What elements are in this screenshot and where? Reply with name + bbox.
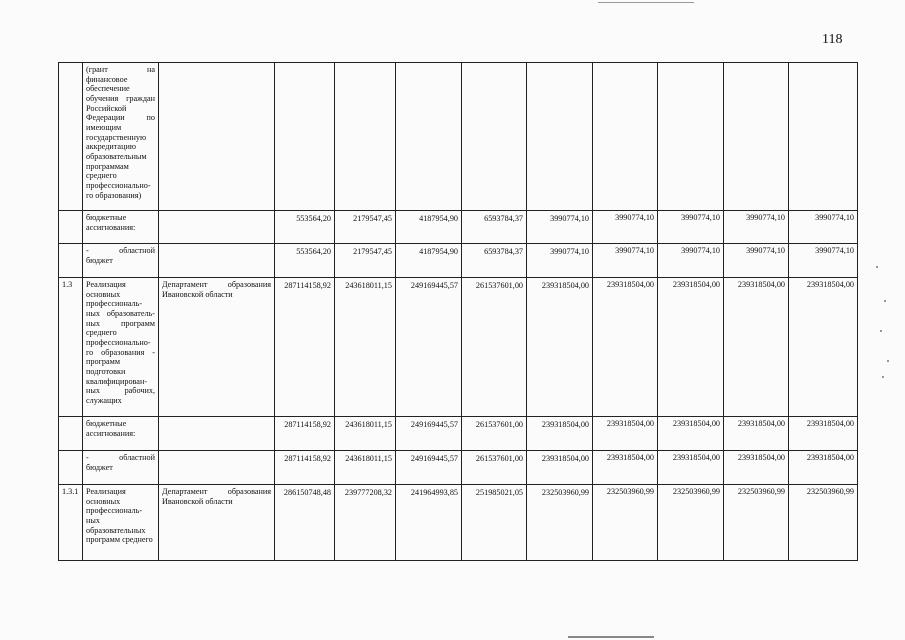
value-cell: 286150748,48 <box>275 485 335 561</box>
value-cell <box>593 63 658 211</box>
table-row <box>59 485 858 561</box>
value-cell: 239777208,32 <box>335 485 396 561</box>
scan-speck <box>884 300 886 302</box>
value-cell: 243618011,15 <box>335 278 396 417</box>
value-cell: 239318504,00 <box>724 417 789 451</box>
value-cell: 2179547,45 <box>335 244 396 278</box>
value-cell: 553564,20 <box>275 244 335 278</box>
value-cell: 249169445,57 <box>396 417 462 451</box>
value-cell <box>724 63 789 211</box>
row-number-cell <box>59 417 83 451</box>
executor-cell <box>159 211 275 244</box>
scan-artifact-bottom <box>568 636 654 638</box>
row-name-cell: Реализация основных профессиональ-ных образователь-ных программ среднего профессионально-го образования - программ подготовки квалифицирован-ных рабочих, служащих <box>83 278 159 417</box>
value-cell: 287114158,92 <box>275 278 335 417</box>
scan-speck <box>876 266 878 268</box>
executor-cell: Департамент образования Ивановской области <box>159 485 275 561</box>
value-cell <box>335 63 396 211</box>
value-cell: 287114158,92 <box>275 451 335 485</box>
value-cell: 239318504,00 <box>658 278 724 417</box>
value-cell <box>658 63 724 211</box>
value-cell: 261537601,00 <box>462 451 527 485</box>
value-cell: 287114158,92 <box>275 417 335 451</box>
value-cell: 249169445,57 <box>396 278 462 417</box>
table-row <box>59 417 858 451</box>
scan-speck <box>887 360 889 362</box>
scan-speck <box>880 330 882 332</box>
row-number-cell <box>59 451 83 485</box>
value-cell: 553564,20 <box>275 211 335 244</box>
value-cell: 241964993,85 <box>396 485 462 561</box>
executor-cell <box>159 417 275 451</box>
table-row <box>59 244 858 278</box>
value-cell: 251985021,05 <box>462 485 527 561</box>
row-number-cell: 1.3 <box>59 278 83 417</box>
value-cell: 261537601,00 <box>462 278 527 417</box>
table-row <box>59 211 858 244</box>
value-cell: 239318504,00 <box>527 451 593 485</box>
value-cell: 4187954,90 <box>396 244 462 278</box>
value-cell: 3990774,10 <box>658 211 724 244</box>
budget-table <box>58 62 858 561</box>
scan-artifact-top <box>598 2 694 3</box>
value-cell: 239318504,00 <box>789 417 858 451</box>
value-cell: 3990774,10 <box>527 211 593 244</box>
value-cell: 239318504,00 <box>789 278 858 417</box>
row-name-cell: (грант на финансовое обеспечение обучения граждан Российской Федерации по имеющим государственную аккредитацию образовательным программам среднего профессионально-го образования) <box>83 63 159 211</box>
value-cell: 239318504,00 <box>527 278 593 417</box>
value-cell: 239318504,00 <box>593 417 658 451</box>
row-name-cell: Реализация основных профессиональ-ных образовательных программ среднего <box>83 485 159 561</box>
table-row <box>59 451 858 485</box>
row-number-cell <box>59 244 83 278</box>
value-cell: 232503960,99 <box>789 485 858 561</box>
value-cell: 239318504,00 <box>593 278 658 417</box>
value-cell: 3990774,10 <box>789 211 858 244</box>
table-row <box>59 278 858 417</box>
value-cell: 239318504,00 <box>724 278 789 417</box>
value-cell: 249169445,57 <box>396 451 462 485</box>
value-cell <box>275 63 335 211</box>
row-name-cell: бюджетные ассигнования: <box>83 417 159 451</box>
value-cell: 3990774,10 <box>724 244 789 278</box>
value-cell: 2179547,45 <box>335 211 396 244</box>
executor-cell <box>159 244 275 278</box>
executor-cell: Департамент образования Ивановской области <box>159 278 275 417</box>
value-cell <box>789 63 858 211</box>
row-name-cell: бюджетные ассигнования: <box>83 211 159 244</box>
value-cell: 232503960,99 <box>527 485 593 561</box>
value-cell: 261537601,00 <box>462 417 527 451</box>
value-cell: 232503960,99 <box>658 485 724 561</box>
value-cell: 239318504,00 <box>527 417 593 451</box>
value-cell: 232503960,99 <box>724 485 789 561</box>
row-name-cell: - областной бюджет <box>83 451 159 485</box>
value-cell: 3990774,10 <box>658 244 724 278</box>
value-cell: 239318504,00 <box>658 451 724 485</box>
table-row <box>59 63 858 211</box>
value-cell: 3990774,10 <box>593 244 658 278</box>
executor-cell <box>159 451 275 485</box>
value-cell: 243618011,15 <box>335 417 396 451</box>
scan-speck <box>882 376 884 378</box>
value-cell: 232503960,99 <box>593 485 658 561</box>
value-cell: 239318504,00 <box>593 451 658 485</box>
value-cell: 239318504,00 <box>658 417 724 451</box>
row-number-cell <box>59 63 83 211</box>
value-cell <box>396 63 462 211</box>
value-cell: 6593784,37 <box>462 211 527 244</box>
value-cell: 4187954,90 <box>396 211 462 244</box>
value-cell: 3990774,10 <box>789 244 858 278</box>
page-number: 118 <box>822 32 843 47</box>
row-number-cell <box>59 211 83 244</box>
value-cell: 3990774,10 <box>724 211 789 244</box>
value-cell: 239318504,00 <box>789 451 858 485</box>
value-cell: 6593784,37 <box>462 244 527 278</box>
value-cell: 243618011,15 <box>335 451 396 485</box>
value-cell: 239318504,00 <box>724 451 789 485</box>
row-number-cell: 1.3.1 <box>59 485 83 561</box>
value-cell <box>527 63 593 211</box>
value-cell: 3990774,10 <box>527 244 593 278</box>
value-cell: 3990774,10 <box>593 211 658 244</box>
value-cell <box>462 63 527 211</box>
row-name-cell: - областной бюджет <box>83 244 159 278</box>
executor-cell <box>159 63 275 211</box>
